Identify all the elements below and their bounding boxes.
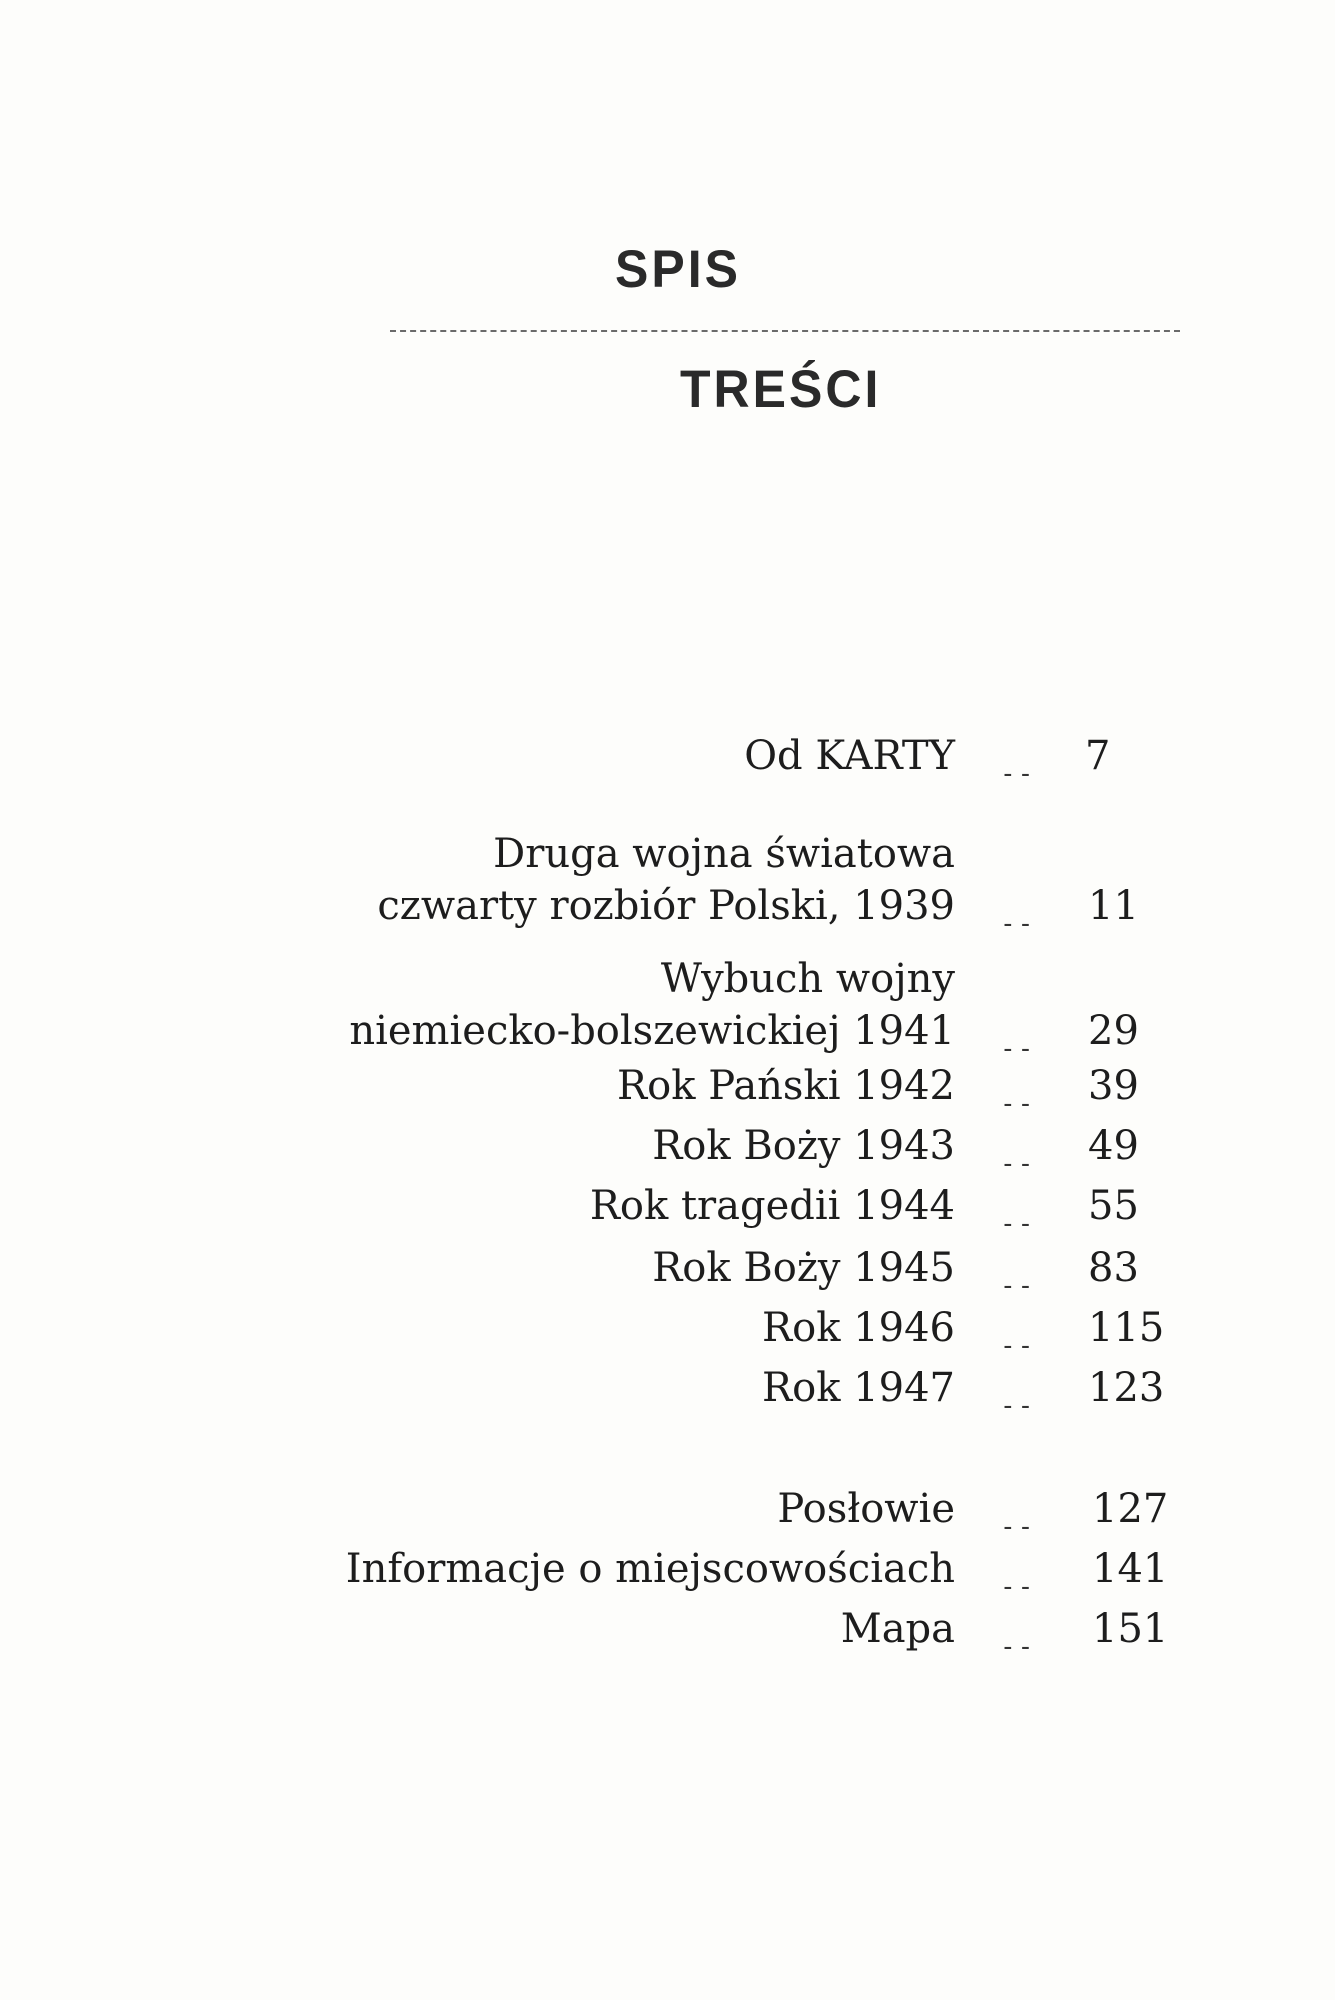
toc-entry-title-line: czwarty rozbiór Polski, 1939 — [377, 883, 955, 929]
toc-leader-dots: -- — [1000, 1034, 1036, 1064]
toc-entry-title — [762, 1302, 955, 1354]
heading-spis: SPIS — [615, 239, 741, 299]
toc-leader-dots: -- — [1000, 1271, 1036, 1301]
heading-tresci: TREŚCI — [680, 359, 882, 419]
toc-page-number: 29 — [1088, 1008, 1139, 1054]
toc-entry-title — [617, 1060, 955, 1112]
toc-entry-title — [377, 828, 955, 932]
toc-entry-title-line: Posłowie — [777, 1486, 955, 1532]
toc-page-number: 55 — [1088, 1183, 1139, 1229]
toc-entry-title-line: Od KARTY — [744, 733, 955, 779]
toc-entry-title-line: Druga wojna światowa — [493, 831, 955, 877]
toc-leader-dots: -- — [1000, 1391, 1036, 1421]
toc-page-number: 115 — [1088, 1305, 1165, 1351]
toc-entry-title-line: Wybuch wojny — [660, 956, 955, 1002]
toc-leader-dots: -- — [1000, 1512, 1036, 1542]
toc-entry-title-line: Rok Boży 1943 — [652, 1123, 955, 1169]
toc-entry-title-line: Rok tragedii 1944 — [589, 1183, 955, 1229]
toc-page-number: 123 — [1088, 1365, 1165, 1411]
toc-leader-dots: -- — [1000, 1089, 1036, 1119]
toc-entry-title-line: Rok 1946 — [762, 1305, 955, 1351]
toc-page-number: 83 — [1088, 1245, 1139, 1291]
toc-entry-title-line: Rok Boży 1945 — [652, 1245, 955, 1291]
toc-entry-title — [590, 1180, 955, 1232]
toc-leader-dots: -- — [1000, 1209, 1036, 1239]
toc-page-number: 11 — [1088, 883, 1139, 929]
toc-entry-title-line: Mapa — [840, 1606, 955, 1652]
toc-page-number: 49 — [1088, 1123, 1139, 1169]
toc-page-number: 39 — [1088, 1063, 1139, 1109]
toc-entry-title-line: Informacje o miejscowościach — [345, 1546, 955, 1592]
dashed-divider — [390, 330, 1180, 332]
toc-page-number: 151 — [1092, 1606, 1169, 1652]
toc-entry-title-line: Rok 1947 — [762, 1365, 955, 1411]
toc-leader-dots: -- — [1000, 1331, 1036, 1361]
toc-leader-dots: -- — [1000, 909, 1036, 939]
toc-leader-dots: -- — [1000, 1149, 1036, 1179]
toc-entry-title — [652, 1242, 955, 1294]
toc-entry-title — [777, 1483, 955, 1535]
toc-entry-title — [762, 1362, 955, 1414]
toc-entry-title — [841, 1603, 955, 1655]
toc-page-number: 141 — [1092, 1546, 1169, 1592]
toc-entry-title — [652, 1120, 955, 1172]
toc-page-number: 127 — [1092, 1486, 1169, 1532]
toc-leader-dots: -- — [1000, 1572, 1036, 1602]
toc-leader-dots: -- — [1000, 759, 1036, 789]
toc-page-number: 7 — [1085, 733, 1111, 779]
toc-entry-title — [349, 953, 955, 1057]
toc-leader-dots: -- — [1000, 1632, 1036, 1662]
toc-entry-title — [346, 1543, 955, 1595]
toc-entry-title-line: Rok Pański 1942 — [617, 1063, 955, 1109]
toc-entry-title-line: niemiecko-bolszewickiej 1941 — [349, 1008, 955, 1054]
toc-entry-title — [744, 730, 955, 782]
